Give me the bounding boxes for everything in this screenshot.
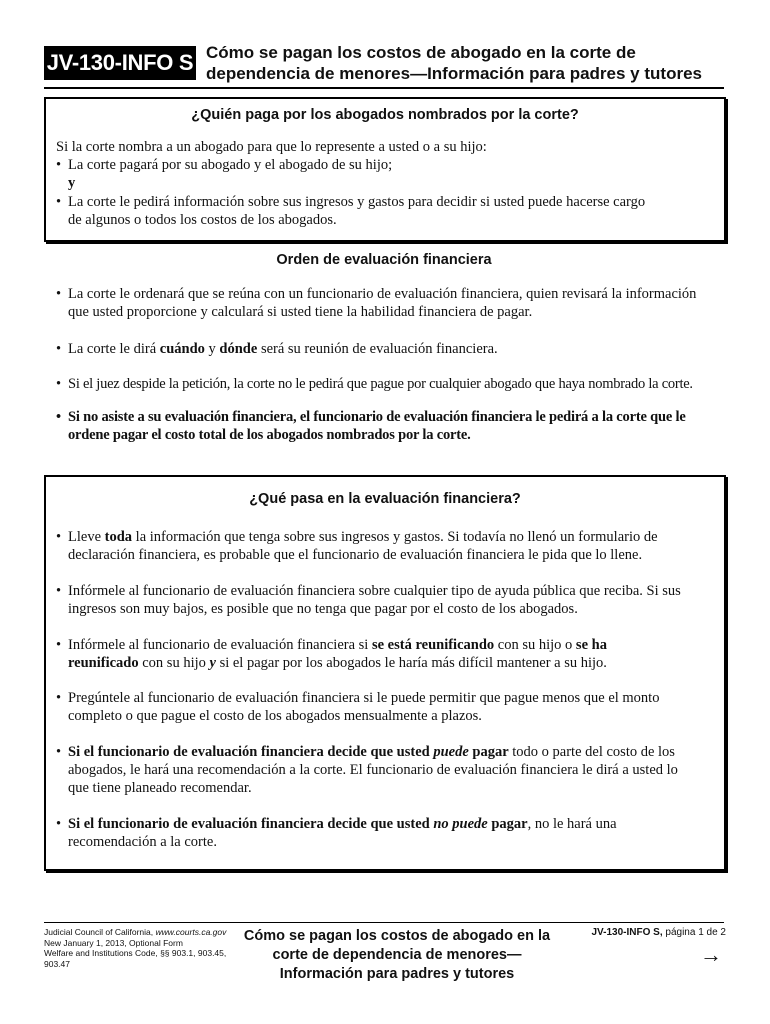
who-pays-heading: ¿Quién paga por los abogados nombrados por la corte? xyxy=(191,107,579,123)
bullet-icon: • xyxy=(56,376,61,392)
list-item: • Si el funcionario de evaluación financiera decide que usted no puede pagar, no le hará una recomendación a la corte. xyxy=(56,816,617,850)
who-pays-intro: Si la corte nombra a un abogado para que lo represente a usted o a su hijo: xyxy=(56,139,487,155)
list-item: • Si el funcionario de evaluación financiera decide que usted puede pagar todo o parte del costo de los abogados, le hará una recomendación a la corte. El funcionario de evaluación financiera le dirá a usted lo que tiene planeado recomendar. xyxy=(56,744,678,796)
bullet-icon: • xyxy=(56,816,62,832)
header-divider xyxy=(44,87,724,89)
list-item: • La corte le ordenará que se reúna con un funcionario de evaluación financiera, quien revisará la información que usted proporcione y calculará si usted tiene la habilidad financiera de pagar. xyxy=(56,286,697,320)
bullet-icon: • xyxy=(56,744,62,760)
next-page-arrow-icon: → xyxy=(700,942,722,967)
list-item: • Infórmele al funcionario de evaluación financiera sobre cualquier tipo de ayuda pública que reciba. Si sus ingresos son muy bajos, es posible que no tenga que pagar por el costo de los abogados. xyxy=(56,583,681,617)
bullet-icon: • xyxy=(56,157,62,173)
list-item: • Infórmele al funcionario de evaluación financiera si se está reunificando con su hijo o se ha reunificado con su hijo y si el pagar por los abogados le haría más difícil mantener a su hijo. xyxy=(56,637,607,671)
bullet-icon: • xyxy=(56,286,62,302)
title-line-2: dependencia de menores—Información para padres y tutores xyxy=(206,64,702,83)
what-happens-heading: ¿Qué pasa en la evaluación financiera? xyxy=(249,491,521,507)
bullet-icon: • xyxy=(56,583,62,599)
footer-title: Cómo se pagan los costos de abogado en la corte de dependencia de menores— Información para padres y tutores xyxy=(243,928,551,982)
bullet-icon: • xyxy=(56,194,62,210)
bullet-icon: • xyxy=(56,341,62,357)
who-pays-box xyxy=(44,97,726,242)
connector-y: y xyxy=(68,175,76,191)
form-id-badge: JV-130-INFO S xyxy=(44,46,196,80)
list-item: • Si el juez despide la petición, la corte no le pedirá que pague por cualquier abogado que haya nombrado la corte. xyxy=(56,376,693,392)
list-item: • Pregúntele al funcionario de evaluación financiera si le puede permitir que pague menos que el monto completo o que pague el costo de los abogados mensualmente a plazos. xyxy=(56,690,660,724)
footer-citation: Judicial Council of California, www.courts.ca.gov New January 1, 2013, Optional Form Welfare and Institutions Code, §§ 903.1, 903.45, 903.47 xyxy=(44,927,227,969)
title-line-1: Cómo se pagan los costos de abogado en la corte de xyxy=(206,43,636,62)
list-item: • Si no asiste a su evaluación financiera, el funcionario de evaluación financiera le pedirá a la corte que le ordene pagar el costo total de los abogados nombrados por la corte. xyxy=(56,409,686,443)
list-item: • La corte pagará por su abogado y el abogado de su hijo; xyxy=(56,157,393,173)
what-happens-box xyxy=(44,475,726,871)
list-item: • La corte le pedirá información sobre sus ingresos y gastos para decidir si usted puede hacerse cargo de algunos o todos los costos de los abogados. xyxy=(56,194,646,228)
list-item: • Lleve toda la información que tenga sobre sus ingresos y gastos. Si todavía no llenó un formulario de declaración financiera, es probable que el funcionario de evaluación financiera le pida que lo llene. xyxy=(56,529,658,563)
financial-evaluation-order-heading: Orden de evaluación financiera xyxy=(276,252,492,268)
bullet-icon: • xyxy=(56,690,62,706)
list-item: • La corte le dirá cuándo y dónde será su reunión de evaluación financiera. xyxy=(56,341,498,357)
bullet-icon: • xyxy=(56,637,62,653)
footer-divider xyxy=(44,922,724,923)
form-header xyxy=(44,36,724,88)
page-title xyxy=(206,42,726,84)
bullet-icon: • xyxy=(56,409,61,425)
footer-page-number: JV-130-INFO S, página 1 de 2 xyxy=(591,927,726,938)
bullet-icon: • xyxy=(56,529,62,545)
